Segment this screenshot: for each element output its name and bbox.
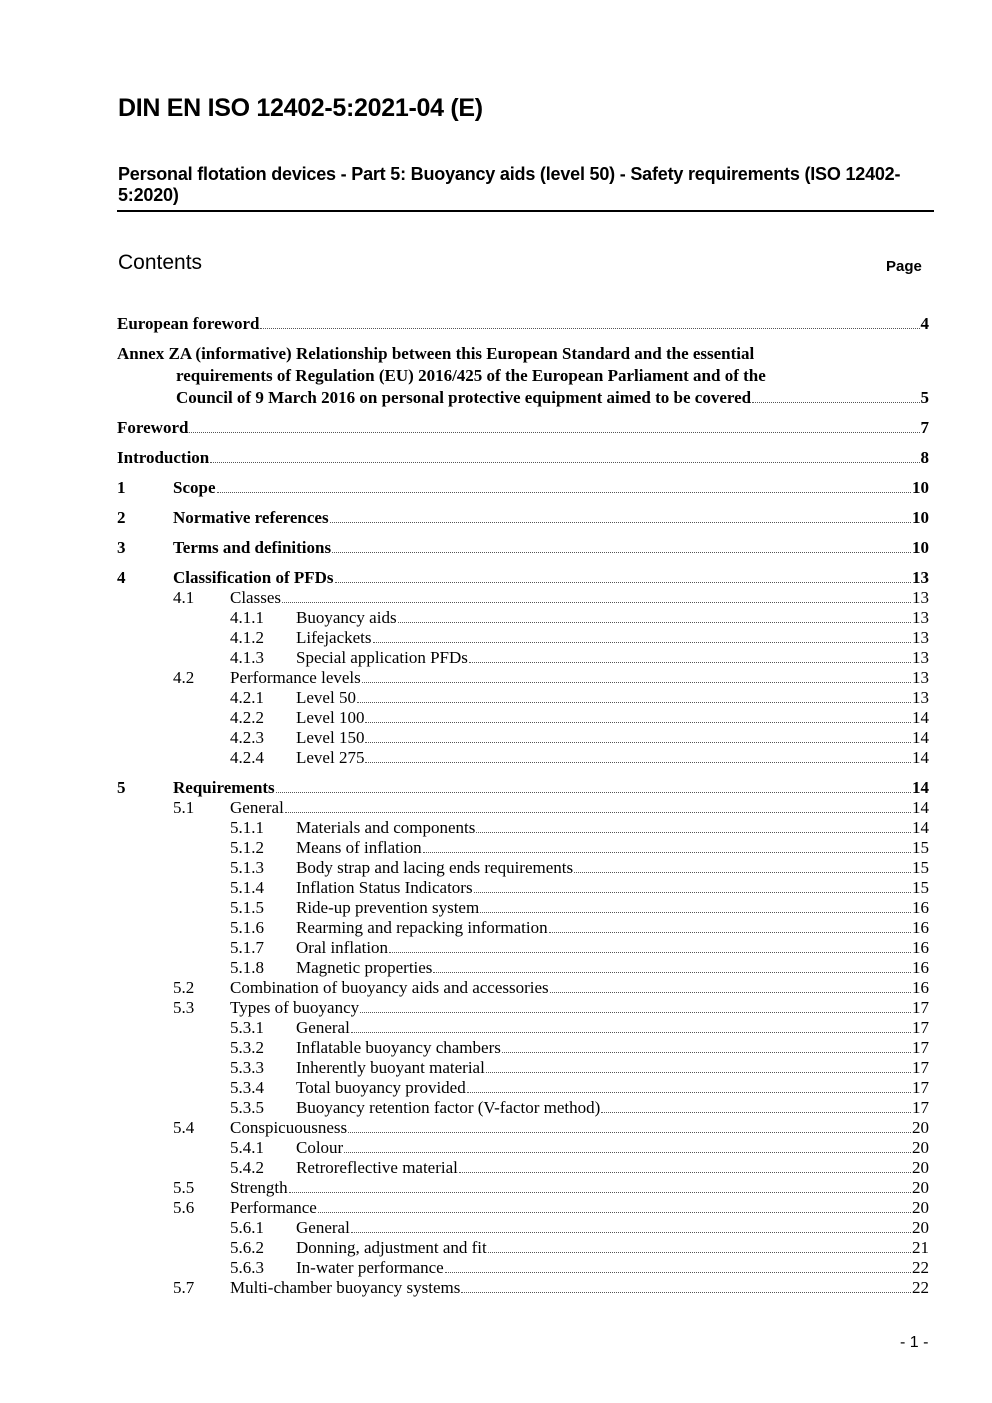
toc-page-number: 16	[912, 978, 929, 997]
page-column-label: Page	[886, 258, 922, 275]
dot-leader	[285, 812, 911, 813]
toc-entry-title: Performance	[230, 1198, 317, 1217]
toc-entry[interactable]	[117, 728, 929, 748]
toc-page-number: 17	[912, 1058, 929, 1077]
toc-section-number: 5.2	[173, 978, 195, 997]
toc-entry[interactable]	[117, 688, 929, 708]
toc-page-number: 22	[912, 1258, 929, 1277]
toc-entry[interactable]	[117, 838, 929, 858]
toc-entry[interactable]	[117, 648, 929, 668]
toc-page-number: 14	[912, 798, 929, 817]
toc-entry[interactable]	[117, 798, 929, 818]
dot-leader	[467, 1092, 911, 1093]
toc-entry-title: Scope	[173, 478, 216, 497]
toc-section-number: 2	[117, 508, 126, 527]
dot-leader	[332, 552, 911, 553]
toc-entry[interactable]	[117, 1038, 929, 1058]
toc-entry[interactable]	[117, 1158, 929, 1178]
toc-entry-title: Combination of buoyancy aids and accessories	[230, 978, 549, 997]
dot-leader	[362, 682, 911, 683]
toc-section-number: 5.4.1	[230, 1138, 264, 1157]
toc-section-number: 5.6.2	[230, 1238, 264, 1257]
toc-entry[interactable]	[117, 668, 929, 688]
toc-section-number: 5.3.3	[230, 1058, 264, 1077]
toc-page-number: 20	[912, 1158, 929, 1177]
toc-page-number: 17	[912, 1018, 929, 1037]
toc-entry[interactable]	[117, 748, 929, 768]
toc-entry[interactable]	[117, 314, 929, 334]
toc-entry[interactable]	[117, 778, 929, 798]
toc-section-number: 5.1	[173, 798, 195, 817]
toc-section-number: 4.2	[173, 668, 195, 687]
toc-section-number: 4.2.1	[230, 688, 264, 707]
toc-entry[interactable]	[117, 818, 929, 838]
toc-entry[interactable]	[117, 628, 929, 648]
dot-leader	[423, 852, 911, 853]
toc-section-number: 5.6.3	[230, 1258, 264, 1277]
toc-section-number: 4.2.2	[230, 708, 264, 727]
toc-section-number: 4.1	[173, 588, 195, 607]
toc-entry-title: Inherently buoyant material	[296, 1058, 485, 1077]
toc-entry[interactable]	[117, 938, 929, 958]
toc-page-number: 14	[912, 708, 929, 727]
toc-entry[interactable]	[117, 878, 929, 898]
toc-entry-title: Classes	[230, 588, 281, 607]
toc-entry-title: Level 50	[296, 688, 356, 707]
toc-entry-line[interactable]	[117, 366, 929, 386]
toc-entry[interactable]	[117, 978, 929, 998]
toc-page-number: 20	[912, 1118, 929, 1137]
toc-page-number: 15	[912, 878, 929, 897]
toc-page-number: 15	[912, 838, 929, 857]
toc-page-number: 16	[912, 958, 929, 977]
toc-entry-title: General	[296, 1218, 350, 1237]
toc-entry-title: Council of 9 March 2016 on personal protective equipment aimed to be covered	[176, 388, 752, 407]
dot-leader	[486, 1072, 911, 1073]
toc-section-number: 5.1.3	[230, 858, 264, 877]
toc-page-number: 13	[912, 628, 929, 647]
toc-entry[interactable]	[117, 1178, 929, 1198]
dot-leader	[276, 792, 911, 793]
toc-section-number: 5.6.1	[230, 1218, 264, 1237]
toc-entry-title: Lifejackets	[296, 628, 372, 647]
dot-leader	[289, 1192, 911, 1193]
toc-section-number: 4.1.3	[230, 648, 264, 667]
toc-entry[interactable]	[117, 898, 929, 918]
toc-section-number: 4.2.4	[230, 748, 264, 767]
toc-entry-title: Types of buoyancy	[230, 998, 360, 1017]
toc-entry[interactable]	[117, 608, 929, 628]
toc-entry[interactable]	[117, 538, 929, 558]
dot-leader	[433, 972, 911, 973]
toc-entry-title: Introduction	[117, 448, 210, 467]
toc-page-number: 14	[912, 748, 929, 767]
toc-entry-title: Annex ZA (informative) Relationship between this European Standard and the essential	[117, 344, 755, 363]
dot-leader	[217, 492, 912, 493]
toc-entry[interactable]	[117, 918, 929, 938]
toc-section-number: 5.6	[173, 1198, 195, 1217]
dot-leader	[260, 328, 919, 329]
toc-page-number: 13	[912, 568, 929, 587]
toc-entry[interactable]	[117, 1278, 929, 1298]
toc-entry-title: Magnetic properties	[296, 958, 433, 977]
toc-page-number: 16	[912, 898, 929, 917]
toc-entry-title: European foreword	[117, 314, 260, 333]
toc-page-number: 10	[912, 478, 929, 497]
toc-entry-title: Level 150	[296, 728, 365, 747]
toc-entry-title: Buoyancy aids	[296, 608, 397, 627]
toc-page-number: 17	[912, 1038, 929, 1057]
toc-page-number: 14	[912, 778, 929, 797]
dot-leader	[550, 992, 911, 993]
toc-entry-title: Classification of PFDs	[173, 568, 334, 587]
dot-leader	[461, 1292, 911, 1293]
toc-page-number: 8	[920, 448, 929, 467]
toc-entry-title: Rearming and repacking information	[296, 918, 548, 937]
toc-entry-title: Conspicuousness	[230, 1118, 348, 1137]
dot-leader	[318, 1212, 911, 1213]
toc-section-number: 5.3.2	[230, 1038, 264, 1057]
toc-page-number: 7	[920, 418, 929, 437]
toc-page-number: 14	[912, 728, 929, 747]
dot-leader	[480, 912, 911, 913]
toc-entry-title: requirements of Regulation (EU) 2016/425 of the European Parliament and of the	[176, 366, 766, 385]
toc-entry[interactable]	[117, 1058, 929, 1078]
toc-entry-title: Buoyancy retention factor (V-factor method)	[296, 1098, 601, 1117]
toc-entry[interactable]	[117, 708, 929, 728]
toc-section-number: 3	[117, 538, 126, 557]
dot-leader	[502, 1052, 911, 1053]
toc-entry[interactable]	[117, 998, 929, 1018]
dot-leader	[365, 722, 911, 723]
toc-page-number: 21	[912, 1238, 929, 1257]
toc-entry-title: Means of inflation	[296, 838, 422, 857]
toc-entry[interactable]	[117, 418, 929, 438]
toc-section-number: 1	[117, 478, 126, 497]
toc-entry[interactable]	[117, 1218, 929, 1238]
document-title: DIN EN ISO 12402-5:2021-04 (E)	[118, 94, 483, 122]
toc-page-number: 4	[920, 314, 929, 333]
toc-entry-title: Level 100	[296, 708, 365, 727]
dot-leader	[445, 1272, 911, 1273]
dot-leader	[389, 952, 911, 953]
toc-section-number: 5.5	[173, 1178, 195, 1197]
toc-entry-line[interactable]	[117, 344, 929, 364]
toc-entry[interactable]	[117, 568, 929, 588]
contents-heading: Contents	[118, 251, 203, 274]
title-divider	[117, 210, 934, 212]
toc-entry-title: Performance levels	[230, 668, 361, 687]
toc-entry[interactable]	[117, 1078, 929, 1098]
toc-page-number: 13	[912, 588, 929, 607]
toc-section-number: 5	[117, 778, 126, 797]
toc-section-number: 5.7	[173, 1278, 195, 1297]
toc-section-number: 5.1.5	[230, 898, 264, 917]
toc-section-number: 5.4.2	[230, 1158, 264, 1177]
page-number: - 1 -	[900, 1334, 929, 1351]
toc-entry-title: Inflation Status Indicators	[296, 878, 473, 897]
dot-leader	[488, 1252, 911, 1253]
toc-page-number: 13	[912, 648, 929, 667]
toc-section-number: 5.3.5	[230, 1098, 264, 1117]
dot-leader	[365, 762, 911, 763]
toc-page-number: 13	[912, 668, 929, 687]
dot-leader	[351, 1232, 911, 1233]
toc-section-number: 5.1.7	[230, 938, 264, 957]
toc-page-number: 15	[912, 858, 929, 877]
toc-entry-title: Terms and definitions	[173, 538, 332, 557]
toc-entry-title: Retroreflective material	[296, 1158, 458, 1177]
dot-leader	[474, 892, 911, 893]
dot-leader	[330, 522, 911, 523]
toc-entry[interactable]	[117, 508, 929, 528]
toc-entry[interactable]	[117, 1138, 929, 1158]
dot-leader	[351, 1032, 911, 1033]
toc-entry-title: Donning, adjustment and fit	[296, 1238, 487, 1257]
toc-section-number: 5.1.1	[230, 818, 264, 837]
toc-page-number: 13	[912, 688, 929, 707]
toc-section-number: 4.1.2	[230, 628, 264, 647]
toc-page-number: 10	[912, 538, 929, 557]
toc-page-number: 20	[912, 1218, 929, 1237]
toc-section-number: 5.1.6	[230, 918, 264, 937]
toc-page-number: 13	[912, 608, 929, 627]
toc-entry[interactable]	[117, 588, 929, 608]
toc-entry-title: Total buoyancy provided	[296, 1078, 466, 1097]
toc-page-number: 17	[912, 1078, 929, 1097]
dot-leader	[348, 1132, 911, 1133]
toc-entry-title: Ride-up prevention system	[296, 898, 480, 917]
toc-entry[interactable]	[117, 1018, 929, 1038]
toc-entry-title: Level 275	[296, 748, 365, 767]
dot-leader	[344, 1152, 911, 1153]
toc-entry-title: Oral inflation	[296, 938, 389, 957]
dot-leader	[373, 642, 911, 643]
dot-leader	[357, 702, 911, 703]
toc-section-number: 5.1.2	[230, 838, 264, 857]
dot-leader	[189, 432, 919, 433]
toc-entry[interactable]	[117, 1238, 929, 1258]
dot-leader	[360, 1012, 911, 1013]
toc-entry[interactable]	[117, 958, 929, 978]
toc-entry-title: Strength	[230, 1178, 288, 1197]
dot-leader	[365, 742, 911, 743]
toc-entry-title: Body strap and lacing ends requirements	[296, 858, 574, 877]
dot-leader	[398, 622, 911, 623]
dot-leader	[335, 582, 911, 583]
toc-page-number: 5	[920, 388, 929, 407]
toc-section-number: 4.2.3	[230, 728, 264, 747]
dot-leader	[601, 1112, 911, 1113]
toc-page-number: 14	[912, 818, 929, 837]
toc-section-number: 5.3	[173, 998, 195, 1017]
dot-leader	[752, 402, 919, 403]
toc-entry[interactable]	[117, 858, 929, 878]
toc-page-number: 17	[912, 998, 929, 1017]
dot-leader	[574, 872, 911, 873]
toc-entry[interactable]	[117, 1098, 929, 1118]
toc-page-number: 22	[912, 1278, 929, 1297]
toc-section-number: 5.1.4	[230, 878, 264, 897]
dot-leader	[549, 932, 911, 933]
toc-page-number: 10	[912, 508, 929, 527]
toc-page-number: 20	[912, 1178, 929, 1197]
toc-entry-title: General	[230, 798, 284, 817]
toc-entry-title: Foreword	[117, 418, 189, 437]
toc-page-number: 17	[912, 1098, 929, 1117]
toc-page-number: 20	[912, 1138, 929, 1157]
toc-page-number: 20	[912, 1198, 929, 1217]
toc-entry-title: Special application PFDs	[296, 648, 468, 667]
dot-leader	[469, 662, 911, 663]
document-subtitle: Personal flotation devices - Part 5: Buoyancy aids (level 50) - Safety requirements (ISO 12402-5:2020)	[118, 164, 901, 205]
dot-leader	[476, 832, 911, 833]
toc-entry-title: Normative references	[173, 508, 329, 527]
toc-entry-title: Materials and components	[296, 818, 476, 837]
toc-page-number: 16	[912, 918, 929, 937]
toc-section-number: 5.1.8	[230, 958, 264, 977]
toc-entry[interactable]	[117, 1118, 929, 1138]
dot-leader	[210, 462, 919, 463]
dot-leader	[459, 1172, 911, 1173]
toc-entry-title: Requirements	[173, 778, 275, 797]
toc-entry[interactable]	[117, 1258, 929, 1278]
toc-entry-title: In-water performance	[296, 1258, 444, 1277]
toc-page-number: 16	[912, 938, 929, 957]
toc-entry[interactable]	[117, 1198, 929, 1218]
dot-leader	[282, 602, 911, 603]
toc-section-number: 5.4	[173, 1118, 195, 1137]
toc-entry-line[interactable]	[117, 388, 929, 408]
toc-section-number: 5.3.1	[230, 1018, 264, 1037]
toc-entry[interactable]	[117, 448, 929, 468]
toc-entry-title: Multi-chamber buoyancy systems	[230, 1278, 461, 1297]
toc-entry-title: Inflatable buoyancy chambers	[296, 1038, 501, 1057]
toc-section-number: 5.3.4	[230, 1078, 264, 1097]
toc-section-number: 4.1.1	[230, 608, 264, 627]
toc-entry-title: Colour	[296, 1138, 344, 1157]
toc-section-number: 4	[117, 568, 126, 587]
toc-entry[interactable]	[117, 478, 929, 498]
toc-entry-title: General	[296, 1018, 350, 1037]
